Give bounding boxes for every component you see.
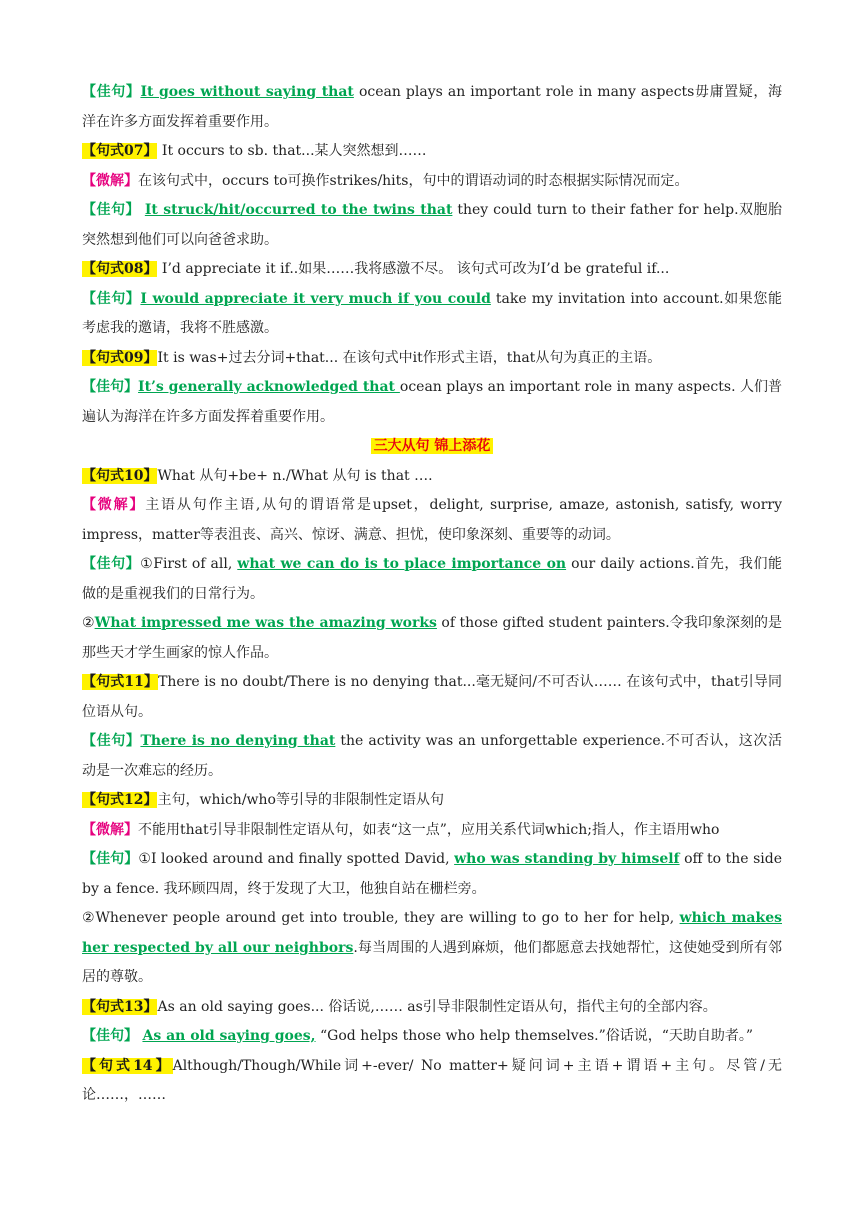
example-sentence <box>82 196 782 255</box>
sentence-text: of those gifted student painters.令我印象深刻的是那些天才学生画家的惊人作品。 <box>82 615 783 661</box>
pattern-text: There is no doubt/There is no denying that...毫无疑问/不可否认…… 在该句式中，that引导同位语从句。 <box>82 674 782 720</box>
sentence-prefix: ② <box>82 615 95 631</box>
tag-pattern: 【句式09】 <box>82 349 158 366</box>
key-phrase: who was standing by himself <box>454 851 680 867</box>
tag-pattern: 【句式08】 <box>82 261 158 277</box>
example-sentence <box>82 78 782 137</box>
pattern-text: 主句，which/who等引导的非限制性定语从句 <box>157 792 444 808</box>
key-phrase: As an old saying goes, <box>142 1028 316 1044</box>
tag-example: 【佳句】 <box>82 1028 138 1044</box>
explanation-line <box>82 491 782 550</box>
tag-pattern: 【句式13】 <box>82 998 158 1015</box>
example-sentence <box>82 550 782 609</box>
tag-pattern: 【句式12】 <box>82 792 158 808</box>
explanation-text: 不能用that引导非限制性定语从句，如表“这一点”，应用关系代词which;指人，作主语用who <box>138 821 720 838</box>
pattern-line <box>82 344 782 374</box>
tag-pattern: 【句式14】 <box>82 1057 173 1074</box>
sentence-text: .每当周围的人遇到麻烦，他们都愿意去找她帮忙，这使她受到所有邻居的尊敬。 <box>82 939 782 985</box>
pattern-line <box>82 137 782 167</box>
pattern-text: What 从句+be+ n./What 从句 is that …. <box>157 467 433 484</box>
example-sentence <box>82 285 782 344</box>
tag-explanation: 【微解】 <box>82 172 138 189</box>
sentence-prefix: ①First of all, <box>140 556 238 572</box>
sentence-prefix: ②Whenever people around get into trouble, they are willing to go to her for help, <box>82 910 680 926</box>
pattern-text: Although/Though/While词+-ever/ No matter+疑问词+主语+谓语+主句。尽管/无论……，…… <box>82 1057 782 1103</box>
pattern-line <box>82 462 782 492</box>
tag-example: 【佳句】 <box>82 290 141 307</box>
example-sentence <box>82 609 782 668</box>
key-phrase: There is no denying that <box>140 733 336 749</box>
key-phrase: what we can do is to place importance on <box>237 556 567 572</box>
section-heading: 三大从句 锦上添花 <box>371 438 494 454</box>
sentence-text: off to the side by a fence. 我环顾四周，终于发现了大卫，他独自站在栅栏旁。 <box>82 851 782 897</box>
key-phrase: It struck/hit/occurred to the twins that <box>144 202 453 218</box>
key-phrase: which makes her respected by all our neighbors <box>82 910 782 956</box>
pattern-line <box>82 786 782 816</box>
key-phrase: It goes without saying that <box>140 84 354 100</box>
key-phrase: I would appreciate it very much if you could <box>140 290 491 307</box>
tag-pattern: 【句式07】 <box>82 143 158 159</box>
example-sentence <box>82 1022 782 1052</box>
tag-pattern: 【句式11】 <box>82 674 159 690</box>
sentence-text: our daily actions.首先，我们能做的是重视我们的日常行为。 <box>82 556 782 602</box>
tag-pattern: 【句式10】 <box>82 467 158 484</box>
tag-example: 【佳句】 <box>82 851 139 867</box>
example-sentence <box>82 904 782 993</box>
tag-explanation: 【微解】 <box>82 821 138 838</box>
pattern-line <box>82 1052 782 1111</box>
key-phrase: What impressed me was the amazing works <box>94 615 437 631</box>
section-heading-line <box>82 432 782 462</box>
sentence-text: ocean plays an important role in many aspects毋庸置疑，海洋在许多方面发挥着重要作用。 <box>82 84 783 130</box>
explanation-line <box>82 167 782 197</box>
tag-example: 【佳句】 <box>82 202 140 218</box>
pattern-text: I’d appreciate it if..如果……我将感激不尽。 该句式可改为I’d be grateful if... <box>157 261 670 277</box>
pattern-line <box>82 668 782 727</box>
explanation-line <box>82 816 782 846</box>
pattern-text: It is was+过去分词+that... 在该句式中it作形式主语，that从句为真正的主语。 <box>157 349 662 366</box>
example-sentence <box>82 845 782 904</box>
example-sentence <box>82 727 782 786</box>
explanation-text: 主语从句作主语,从句的谓语常是upset，delight, surprise, amaze, astonish, satisfy, worry impress，matter等表沮丧、高兴、惊讶、满意、担忧，使印象深刻、重要等的动词。 <box>82 497 782 543</box>
tag-example: 【佳句】 <box>82 379 139 395</box>
key-phrase: It’s generally acknowledged that <box>138 379 400 395</box>
explanation-text: 在该句式中，occurs to可换作strikes/hits，句中的谓语动词的时态根据实际情况而定。 <box>138 172 689 189</box>
pattern-text: It occurs to sb. that...某人突然想到…… <box>157 143 427 159</box>
example-sentence <box>82 373 782 432</box>
sentence-prefix: ①I looked around and finally spotted David, <box>138 851 455 867</box>
pattern-text: As an old saying goes... 俗话说,…… as引导非限制性定语从句，指代主句的全部内容。 <box>157 998 717 1015</box>
tag-example: 【佳句】 <box>82 733 141 749</box>
tag-example: 【佳句】 <box>82 556 141 572</box>
sentence-text: take my invitation into account.如果您能考虑我的邀请，我将不胜感激。 <box>82 290 783 336</box>
pattern-line <box>82 255 782 285</box>
document-page <box>82 78 782 1111</box>
tag-example: 【佳句】 <box>82 84 141 100</box>
sentence-text: the activity was an unforgettable experience.不可否认，这次活动是一次难忘的经历。 <box>82 733 782 779</box>
tag-explanation: 【微解】 <box>82 497 146 513</box>
sentence-text: they could turn to their father for help.双胞胎突然想到他们可以向爸爸求助。 <box>82 202 783 248</box>
pattern-line <box>82 993 782 1023</box>
sentence-text: “God helps those who help themselves.”俗话说，“天助自助者。” <box>315 1028 754 1044</box>
sentence-text: ocean plays an important role in many aspects. 人们普遍认为海洋在许多方面发挥着重要作用。 <box>82 379 782 425</box>
